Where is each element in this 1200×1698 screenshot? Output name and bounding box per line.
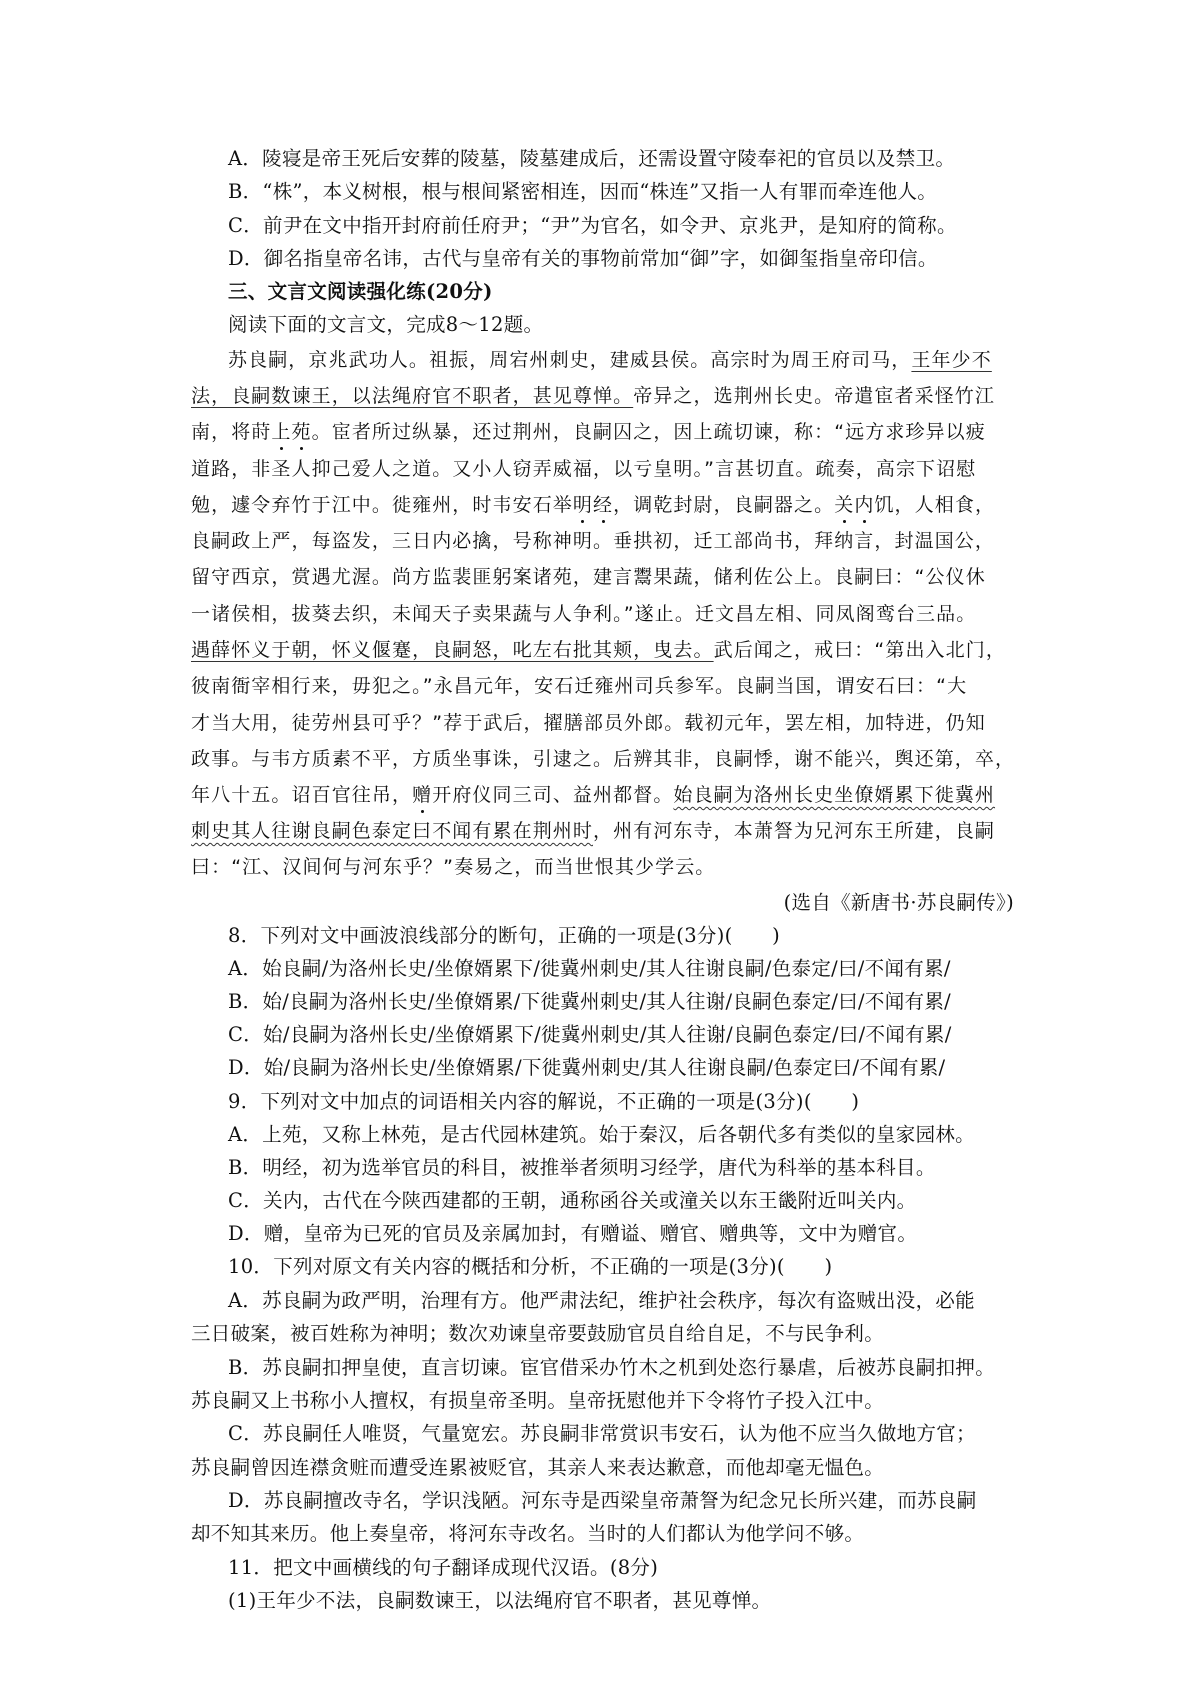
underlined-sentence-2: 遇薛怀义于朝，怀义偃蹇，良嗣怒，叱左右批其颊，曳去。	[191, 639, 714, 661]
passage-line-13	[191, 780, 995, 810]
q8-option-a: A．始良嗣/为洛州长史/坐僚婿累下/徙冀州刺史/其人往谢良嗣/色泰定/曰/不闻有累/	[228, 957, 951, 980]
passage-line-1	[228, 345, 992, 375]
q8-option-d: D．始/良嗣为洛州长史/坐僚婿累/下徙冀州刺史/其人往谢良嗣/色泰定曰/不闻有累/	[228, 1056, 946, 1079]
prev-option-d: D．御名指皇帝名讳，古代与皇帝有关的事物前常加“御”字，如御玺指皇帝印信。	[228, 247, 938, 270]
q10-option-b: B．苏良嗣扣押皇使，直言切谏。宦官借采办竹木之机到处恣行暴虐，后被苏良嗣扣押。	[228, 1356, 996, 1379]
passage-text: 饥，人相食，	[874, 494, 996, 516]
passage-text: ，调乾封尉，良嗣器之。	[613, 494, 835, 516]
q10-stem: 10．下列对原文有关内容的概括和分析，不正确的一项是(3分)( )	[228, 1255, 833, 1278]
q10-option-d-cont: 却不知其来历。他上奏皇帝，将河东寺改名。当时的人们都认为他学问不够。	[191, 1522, 865, 1545]
passage-line-4: 道路，非圣人抑己爱人之道。又小人窃弄威福，以亏皇明。”言甚切直。疏奏，高宗下诏慰	[191, 458, 977, 480]
q10-option-a: A．苏良嗣为政严明，治理有方。他严肃法纪，维护社会秩序，每次有盗贼出没，必能	[228, 1289, 975, 1312]
dotted-word: 上	[271, 421, 292, 443]
passage-source: (选自《新唐书·苏良嗣传》)	[783, 891, 1014, 914]
passage-text: 年八十五。诏百官往吊，	[191, 784, 413, 806]
q8-option-c: C．始/良嗣为洛州长史/坐僚婿累下/徙冀州刺史/其人往谢/良嗣色泰定/曰/不闻有累/	[228, 1023, 952, 1046]
dotted-word: 苑	[291, 421, 312, 443]
q9-stem: 9．下列对文中加点的词语相关内容的解说，不正确的一项是(3分)( )	[228, 1090, 860, 1113]
passage-text: 苏良嗣，京兆武功人。祖振，周宕州刺史，建威县侯。高宗时为周王府司马，	[228, 349, 912, 371]
q9-option-c: C．关内，古代在今陕西建都的王朝，通称函谷关或潼关以东王畿附近叫关内。	[228, 1189, 917, 1212]
passage-text: 勉，遽令弃竹于江中。徙雍州，时韦安石举	[191, 494, 573, 516]
wavy-underlined-passage-cont: 刺史其人往谢良嗣色泰定曰不闻有累在荆州时	[191, 820, 594, 842]
passage-line-6: 良嗣政上严，每盗发，三日内必擒，号称神明。垂拱初，迁工部尚书，拜纳言，封温国公，	[191, 530, 996, 552]
wavy-underlined-passage: 始良嗣为洛州长史坐僚婿累下徙冀州	[673, 784, 996, 806]
passage-text: 南，将莳	[191, 421, 272, 443]
underlined-sentence-1: 王年少不	[911, 349, 992, 371]
passage-line-9	[191, 635, 1006, 665]
q8-stem: 8．下列对文中画波浪线部分的断句，正确的一项是(3分)( )	[228, 924, 781, 947]
dotted-word: 明	[572, 494, 594, 516]
q10-option-c: C．苏良嗣任人唯贤，气量宽宏。苏良嗣非常赏识韦安石，认为他不应当久做地方官；	[228, 1422, 976, 1445]
q11-stem: 11．把文中画横线的句子翻译成现代汉语。(8分)	[228, 1556, 659, 1579]
q9-option-a: A．上苑，又称上林苑，是古代园林建筑。始于秦汉，后各朝代多有类似的皇家园林。	[228, 1123, 975, 1146]
q9-option-d: D．赠，皇帝为已死的官员及亲属加封，有赠谥、赠官、赠典等，文中为赠官。	[228, 1222, 918, 1245]
passage-line-7: 留守西京，赏遇尤渥。尚方监裴匪躬案诸苑，建言鬻果蔬，储利佐公上。良嗣曰：“公仪休	[191, 566, 986, 588]
passage-line-14	[191, 816, 995, 846]
passage-line-11: 才当大用，徒劳州县可乎？”荐于武后，擢膳部员外郎。载初元年，罢左相，加特进，仍知	[191, 712, 986, 734]
q10-option-d: D．苏良嗣擅改寺名，学识浅陋。河东寺是西梁皇帝萧詧为纪念兄长所兴建，而苏良嗣	[228, 1489, 977, 1512]
q9-option-b: B．明经，初为选举官员的科目，被推举者须明习经学，唐代为科举的基本科目。	[228, 1156, 936, 1179]
dotted-word: 经	[593, 494, 614, 516]
passage-line-15: 曰：“江、汉间何与河东乎？”奏易之，而当世恨其少学云。	[191, 856, 716, 878]
section-heading: 三、文言文阅读强化练(20分)	[228, 280, 493, 303]
prev-option-b: B．“株”，本义树根，根与根间紧密相连，因而“株连”又指一人有罪而牵连他人。	[228, 180, 938, 203]
dotted-word: 内	[854, 494, 875, 516]
passage-line-8: 一诸侯相，拔葵去织，未闻天子卖果蔬与人争利。”遂止。迁文昌左相、同凤阁鸾台三品。	[191, 603, 977, 625]
passage-text: 开府仪同三司、益州都督。	[432, 784, 674, 806]
underlined-sentence-1-cont: 法，良嗣数谏王，以法绳府官不职者，甚见尊惮。	[191, 385, 634, 407]
dotted-word: 关	[834, 494, 855, 516]
q10-option-a-cont: 三日破案，被百姓称为神明；数次劝谏皇帝要鼓励官员自给自足，不与民争利。	[191, 1322, 885, 1345]
q10-option-c-cont: 苏良嗣曾因连襟贪赃而遭受连累被贬官，其亲人来表达歉意，而他却毫无愠色。	[191, 1456, 885, 1479]
passage-line-10: 彼南衙宰相行来，毋犯之。”永昌元年，安石迁雍州司兵参军。良嗣当国，谓安石曰：“大	[191, 675, 968, 697]
q11-part-1: (1)王年少不法，良嗣数谏王，以法绳府官不职者，甚见尊惮。	[228, 1589, 772, 1612]
passage-line-2	[191, 381, 995, 411]
passage-text: 武后闻之，戒曰：“第出入北门，	[713, 639, 1006, 661]
q10-option-b-cont: 苏良嗣又上书称小人擅权，有损皇帝圣明。皇帝抚慰他并下令将竹子投入江中。	[191, 1389, 885, 1412]
q8-option-b: B．始/良嗣为洛州长史/坐僚婿累/下徙冀州刺史/其人往谢/良嗣色泰定/曰/不闻有累/	[228, 990, 951, 1013]
prev-option-a: A．陵寝是帝王死后安葬的陵墓，陵墓建成后，还需设置守陵奉祀的官员以及禁卫。	[228, 147, 956, 170]
passage-line-12: 政事。与韦方质素不平，方质坐事诛，引逮之。后辨其非，良嗣悸，谢不能兴，舆还第，卒，	[191, 748, 1016, 770]
dotted-word: 赠	[412, 784, 433, 806]
passage-text: ，州有河东寺，本萧詧为兄河东王所建，良嗣	[593, 820, 996, 842]
prev-option-c: C．前尹在文中指开封府前任府尹；“尹”为官名，如令尹、京兆尹，是知府的简称。	[228, 214, 957, 237]
section-instruction: 阅读下面的文言文，完成8～12题。	[228, 313, 544, 336]
passage-line-3	[191, 417, 986, 447]
passage-line-5	[191, 490, 995, 520]
passage-text: 帝异之，选荆州长史。帝遣宦者采怪竹江	[633, 385, 996, 407]
passage-text: 。宦者所过纵暴，还过荆州，良嗣囚之，因上疏切谏，称：“远方求珍异以疲	[311, 421, 986, 443]
